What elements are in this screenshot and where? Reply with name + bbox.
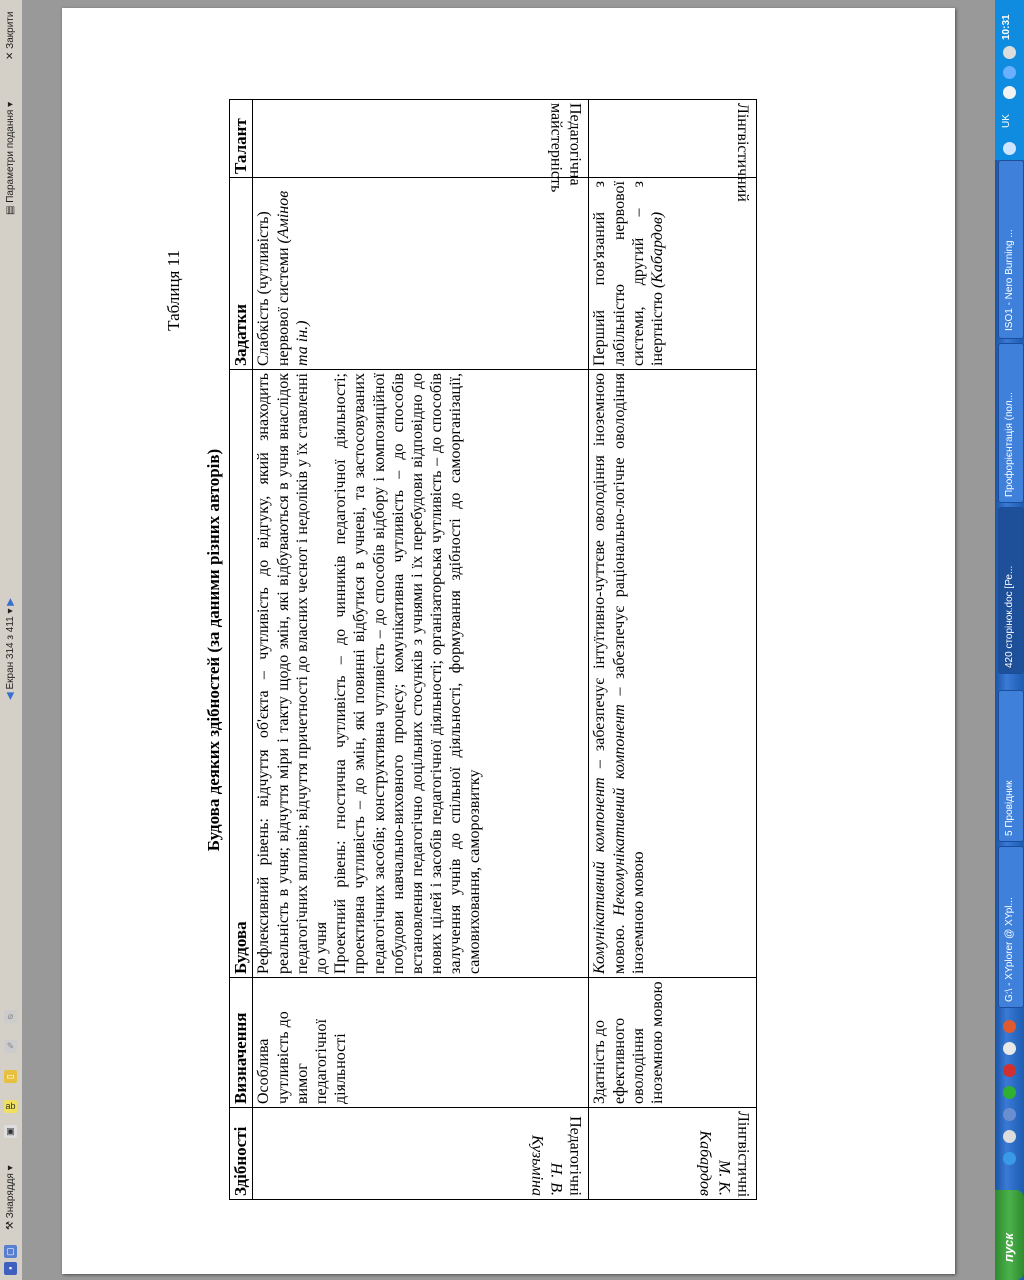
inclinations-ref: (Кабардов) — [648, 211, 666, 289]
table-header-row — [230, 100, 253, 1200]
inclinations-text: Перший пов'язаний з лабільністю нервової системи, другий – з інертністю — [591, 181, 666, 366]
definition-cell: Особлива чутливість до вимог педагогічної діяльності — [253, 978, 589, 1108]
header-abilities: Здібності — [230, 1108, 253, 1200]
ability-name: Педагогічні — [566, 1116, 584, 1196]
structure-component-1: Комунікативний компонент — [591, 777, 609, 974]
structure-cell — [253, 370, 589, 978]
desktop-icon[interactable] — [1003, 1130, 1016, 1143]
xyplorer-quicklaunch-icon[interactable] — [1003, 1020, 1016, 1033]
table-row — [589, 100, 757, 1200]
view-options-button[interactable]: ▤ Параметри подання ▾ — [5, 101, 16, 215]
tools-icon: ⚒ — [5, 1218, 16, 1230]
talent-cell — [253, 100, 589, 193]
ability-author: М. К. Кабардов — [696, 1130, 733, 1196]
tray-app-icon[interactable] — [1003, 86, 1016, 99]
document-page — [62, 8, 955, 1274]
page-title: Будова деяких здібностей (за даними різних авторів) — [204, 448, 223, 852]
structure-text-1: – забезпечує інтуїтивно-чуттєве оволодіння іноземною мовою. — [591, 373, 628, 974]
page-indicator[interactable]: ◀ Екран 314 з 411 ▾ ▶ — [5, 598, 16, 700]
language-indicator[interactable]: UK — [1001, 114, 1012, 128]
header-definition: Визначення — [230, 978, 253, 1108]
taskbar-item-420-pages-doc[interactable]: 420 сторінок.doc [Ре... — [998, 507, 1024, 674]
close-button[interactable]: ✕ Закрити — [5, 11, 16, 60]
close-icon: ✕ — [5, 48, 16, 60]
volume-icon[interactable] — [1003, 46, 1016, 59]
structure-component-2: Некомунікативний компонент — [610, 704, 628, 916]
rotated-page-content — [164, 100, 794, 1200]
window-icon[interactable]: ▢ — [4, 1245, 17, 1258]
inclinations-cell — [253, 178, 589, 370]
ability-cell — [253, 1108, 589, 1200]
taskbar-item-nero[interactable]: ISO1 - Nero Burning ... — [998, 160, 1024, 339]
table-row — [253, 100, 589, 1200]
reader-toolbar — [0, 0, 23, 1280]
comment-icon[interactable]: ▣ — [4, 1125, 17, 1138]
ability-cell-content — [527, 1111, 585, 1196]
inclinations-cell — [589, 178, 757, 370]
highlight-icon[interactable]: ab — [5, 1101, 16, 1111]
quicklaunch-icon[interactable] — [1003, 1042, 1016, 1055]
network-icon[interactable] — [1003, 66, 1016, 79]
talent-cell — [589, 100, 757, 202]
show-hidden-icons-icon[interactable] — [1003, 142, 1016, 155]
structure-cell — [589, 370, 757, 978]
view-options-icon: ▤ — [5, 202, 16, 215]
ability-cell — [589, 1108, 757, 1200]
talent-name: Педагогічна майстерність — [547, 103, 584, 193]
taskbar-item-explorer[interactable]: 5 Провідник — [998, 690, 1024, 842]
email-icon[interactable] — [1003, 1108, 1016, 1121]
save-icon[interactable]: ▪ — [4, 1262, 17, 1275]
header-structure: Будова — [230, 370, 253, 978]
ability-author: Н. В. Кузьміна — [528, 1135, 565, 1196]
header-inclinations: Задатки — [230, 178, 253, 370]
talent-name: Лінгвістичний — [734, 103, 752, 202]
taskbar-item-proforientation[interactable]: Профорієнтація (пол... — [998, 343, 1024, 503]
ability-name: Лінгвістичні — [734, 1111, 752, 1198]
folder-icon[interactable]: ▭ — [4, 1070, 17, 1083]
structure-reflexive: Рефлексивний рівень: відчуття об'єкта – чутливість до відгуку, який знаходить реальність в учня; відчуття міри і такту щодо змін, які відбуваються в учня внаслідок педагогічних впливів; відчуття причетності до власних чеснот і недоліків у їх ставленні до учня — [255, 373, 330, 974]
inclinations-ref: (Амінов та ін.) — [274, 190, 311, 366]
definition-cell: Здатність до ефективного оволодіння іноземною мовою — [589, 978, 757, 1108]
tools-button[interactable]: ⚒ Знаряддя ▾ — [5, 1165, 16, 1230]
internet-explorer-icon[interactable] — [1003, 1152, 1016, 1165]
structure-project: Проектний рівень: гностична чутливість – до чинників педагогічної діяльності; проективна чутливість – до змін, які повинні відбутися в учневі, та застосовуваних педагогічних засобів; конструктивна чутливість – до способів відбору і композиційної побудови навчально-виховного процесу; комунікативна чутливість – до способів встановлення педагогічно доцільних стосунків з учнями і їх перебудови відповідно до нових цілей і засобів педагогічної діяльності; організаторська чутливість – до способів залучення учнів до спільної діяльності, формування здібності до самоорганізації, самовиховання, саморозвитку — [332, 373, 484, 974]
opera-icon[interactable] — [1003, 1064, 1016, 1077]
prev-page-icon[interactable]: ◀ — [5, 689, 16, 700]
plus-icon[interactable] — [1003, 1086, 1016, 1099]
abilities-table — [229, 99, 757, 1200]
clock[interactable]: 10:31 — [1001, 14, 1012, 40]
table-label: Таблиця 11 — [164, 250, 183, 331]
taskbar-item-xyplorer[interactable]: G:\ - XYplorer @ XYpl... — [998, 846, 1024, 1008]
next-page-icon[interactable]: ▶ — [5, 598, 16, 606]
disabled-tool-icon: ⌀ — [4, 1010, 17, 1023]
ability-cell-content — [695, 1111, 753, 1196]
document-viewer[interactable] — [22, 0, 995, 1280]
system-tray — [995, 0, 1024, 160]
inclinations-text: Слабкість (чутливість) нервової системи — [255, 211, 292, 366]
structure-text-2: – забезпечує раціонально-логічне оволодіння іноземною мовою — [610, 372, 647, 974]
header-talent: Талант — [230, 100, 253, 178]
pencil-icon[interactable]: ✎ — [4, 1040, 17, 1053]
start-button[interactable]: пуск — [995, 1190, 1024, 1280]
